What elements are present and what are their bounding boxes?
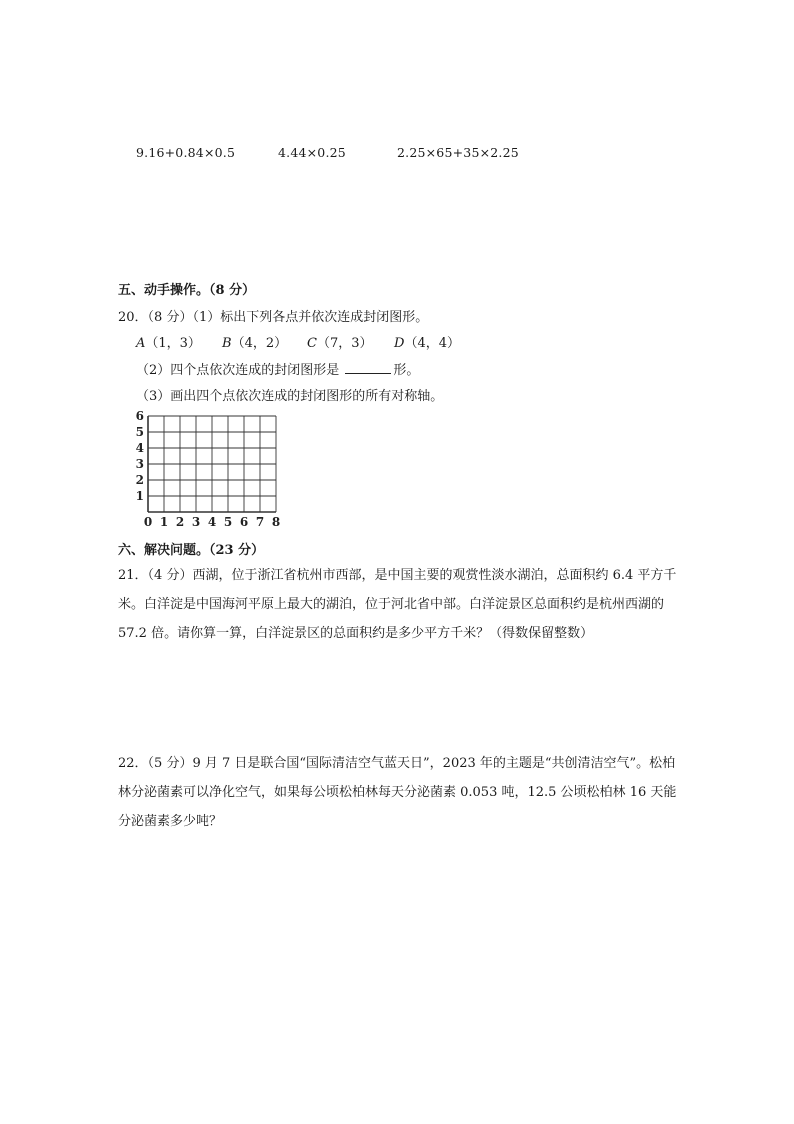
point-b-coord: （4，2） xyxy=(231,336,288,351)
point-d-label: D xyxy=(394,336,405,351)
x-tick-label: 3 xyxy=(191,515,201,529)
y-tick-label: 1 xyxy=(135,489,144,503)
expression-1: 9.16+0.84×0.5 xyxy=(136,145,236,160)
grid-svg xyxy=(130,407,290,529)
y-tick-label: 5 xyxy=(135,425,144,439)
y-tick-label: 4 xyxy=(135,441,144,455)
answer-blank[interactable] xyxy=(345,361,391,374)
q20-point-b xyxy=(222,332,287,351)
y-tick-label: 2 xyxy=(135,473,144,487)
q20-point-a xyxy=(136,332,201,351)
x-tick-label: 4 xyxy=(207,515,217,529)
q22-text: 22．（5 分）9 月 7 日是联合国“国际清洁空气蓝天日”，2023 年的主题是“共创清洁空气”。松柏林分泌菌素可以净化空气，如果每公顷松柏林每天分泌菌素 0.053 吨，12.5 公顷松柏林 16 天能分泌菌素多少吨？ xyxy=(118,756,677,829)
point-a-label: A xyxy=(136,336,146,351)
x-tick-label: 5 xyxy=(223,515,233,529)
point-c-coord: （7，3） xyxy=(316,336,373,351)
q20-part2-before: （2）四个点依次连成的封闭图形是 xyxy=(136,363,340,378)
q20-part3: （3）画出四个点依次连成的封闭图形的所有对称轴。 xyxy=(136,389,444,404)
q20-part2 xyxy=(136,359,419,378)
q21-text: 21．（4 分）西湖，位于浙江省杭州市西部，是中国主要的观赏性淡水湖泊，总面积约 6.4 平方千米。白洋淀是中国海河平原上最大的湖泊，位于河北省中部。白洋淀景区总面积约是杭州西湖的 57.2 倍。请你算一算，白洋淀景区的总面积约是多少平方千米？（得数保留整数） xyxy=(118,568,677,641)
point-b-label: B xyxy=(222,336,232,351)
y-tick-label: 6 xyxy=(135,409,144,423)
x-tick-label: 6 xyxy=(239,515,249,529)
q20-part2-after: 形。 xyxy=(393,363,420,378)
expression-3: 2.25×65+35×2.25 xyxy=(397,145,519,160)
y-tick-label: 3 xyxy=(135,457,144,471)
section5-title: 五、动手操作。（8 分） xyxy=(118,283,256,298)
expression-2: 4.44×0.25 xyxy=(278,145,346,160)
q20-point-c xyxy=(307,332,373,351)
x-tick-label: 8 xyxy=(271,515,281,529)
point-a-coord: （1，3） xyxy=(145,336,201,351)
section6-title: 六、解决问题。（23 分） xyxy=(118,543,265,558)
coordinate-grid[interactable] xyxy=(130,407,290,529)
q20-stem: 20．（8 分）（1）标出下列各点并依次连成封闭图形。 xyxy=(118,310,429,325)
point-d-coord: （4，4） xyxy=(404,336,460,351)
x-tick-label: 1 xyxy=(159,515,169,529)
x-tick-label: 2 xyxy=(175,515,185,529)
x-tick-label: 7 xyxy=(255,515,265,529)
q20-point-d xyxy=(394,332,460,351)
point-c-label: C xyxy=(307,336,317,351)
x-tick-label: 0 xyxy=(143,515,153,529)
